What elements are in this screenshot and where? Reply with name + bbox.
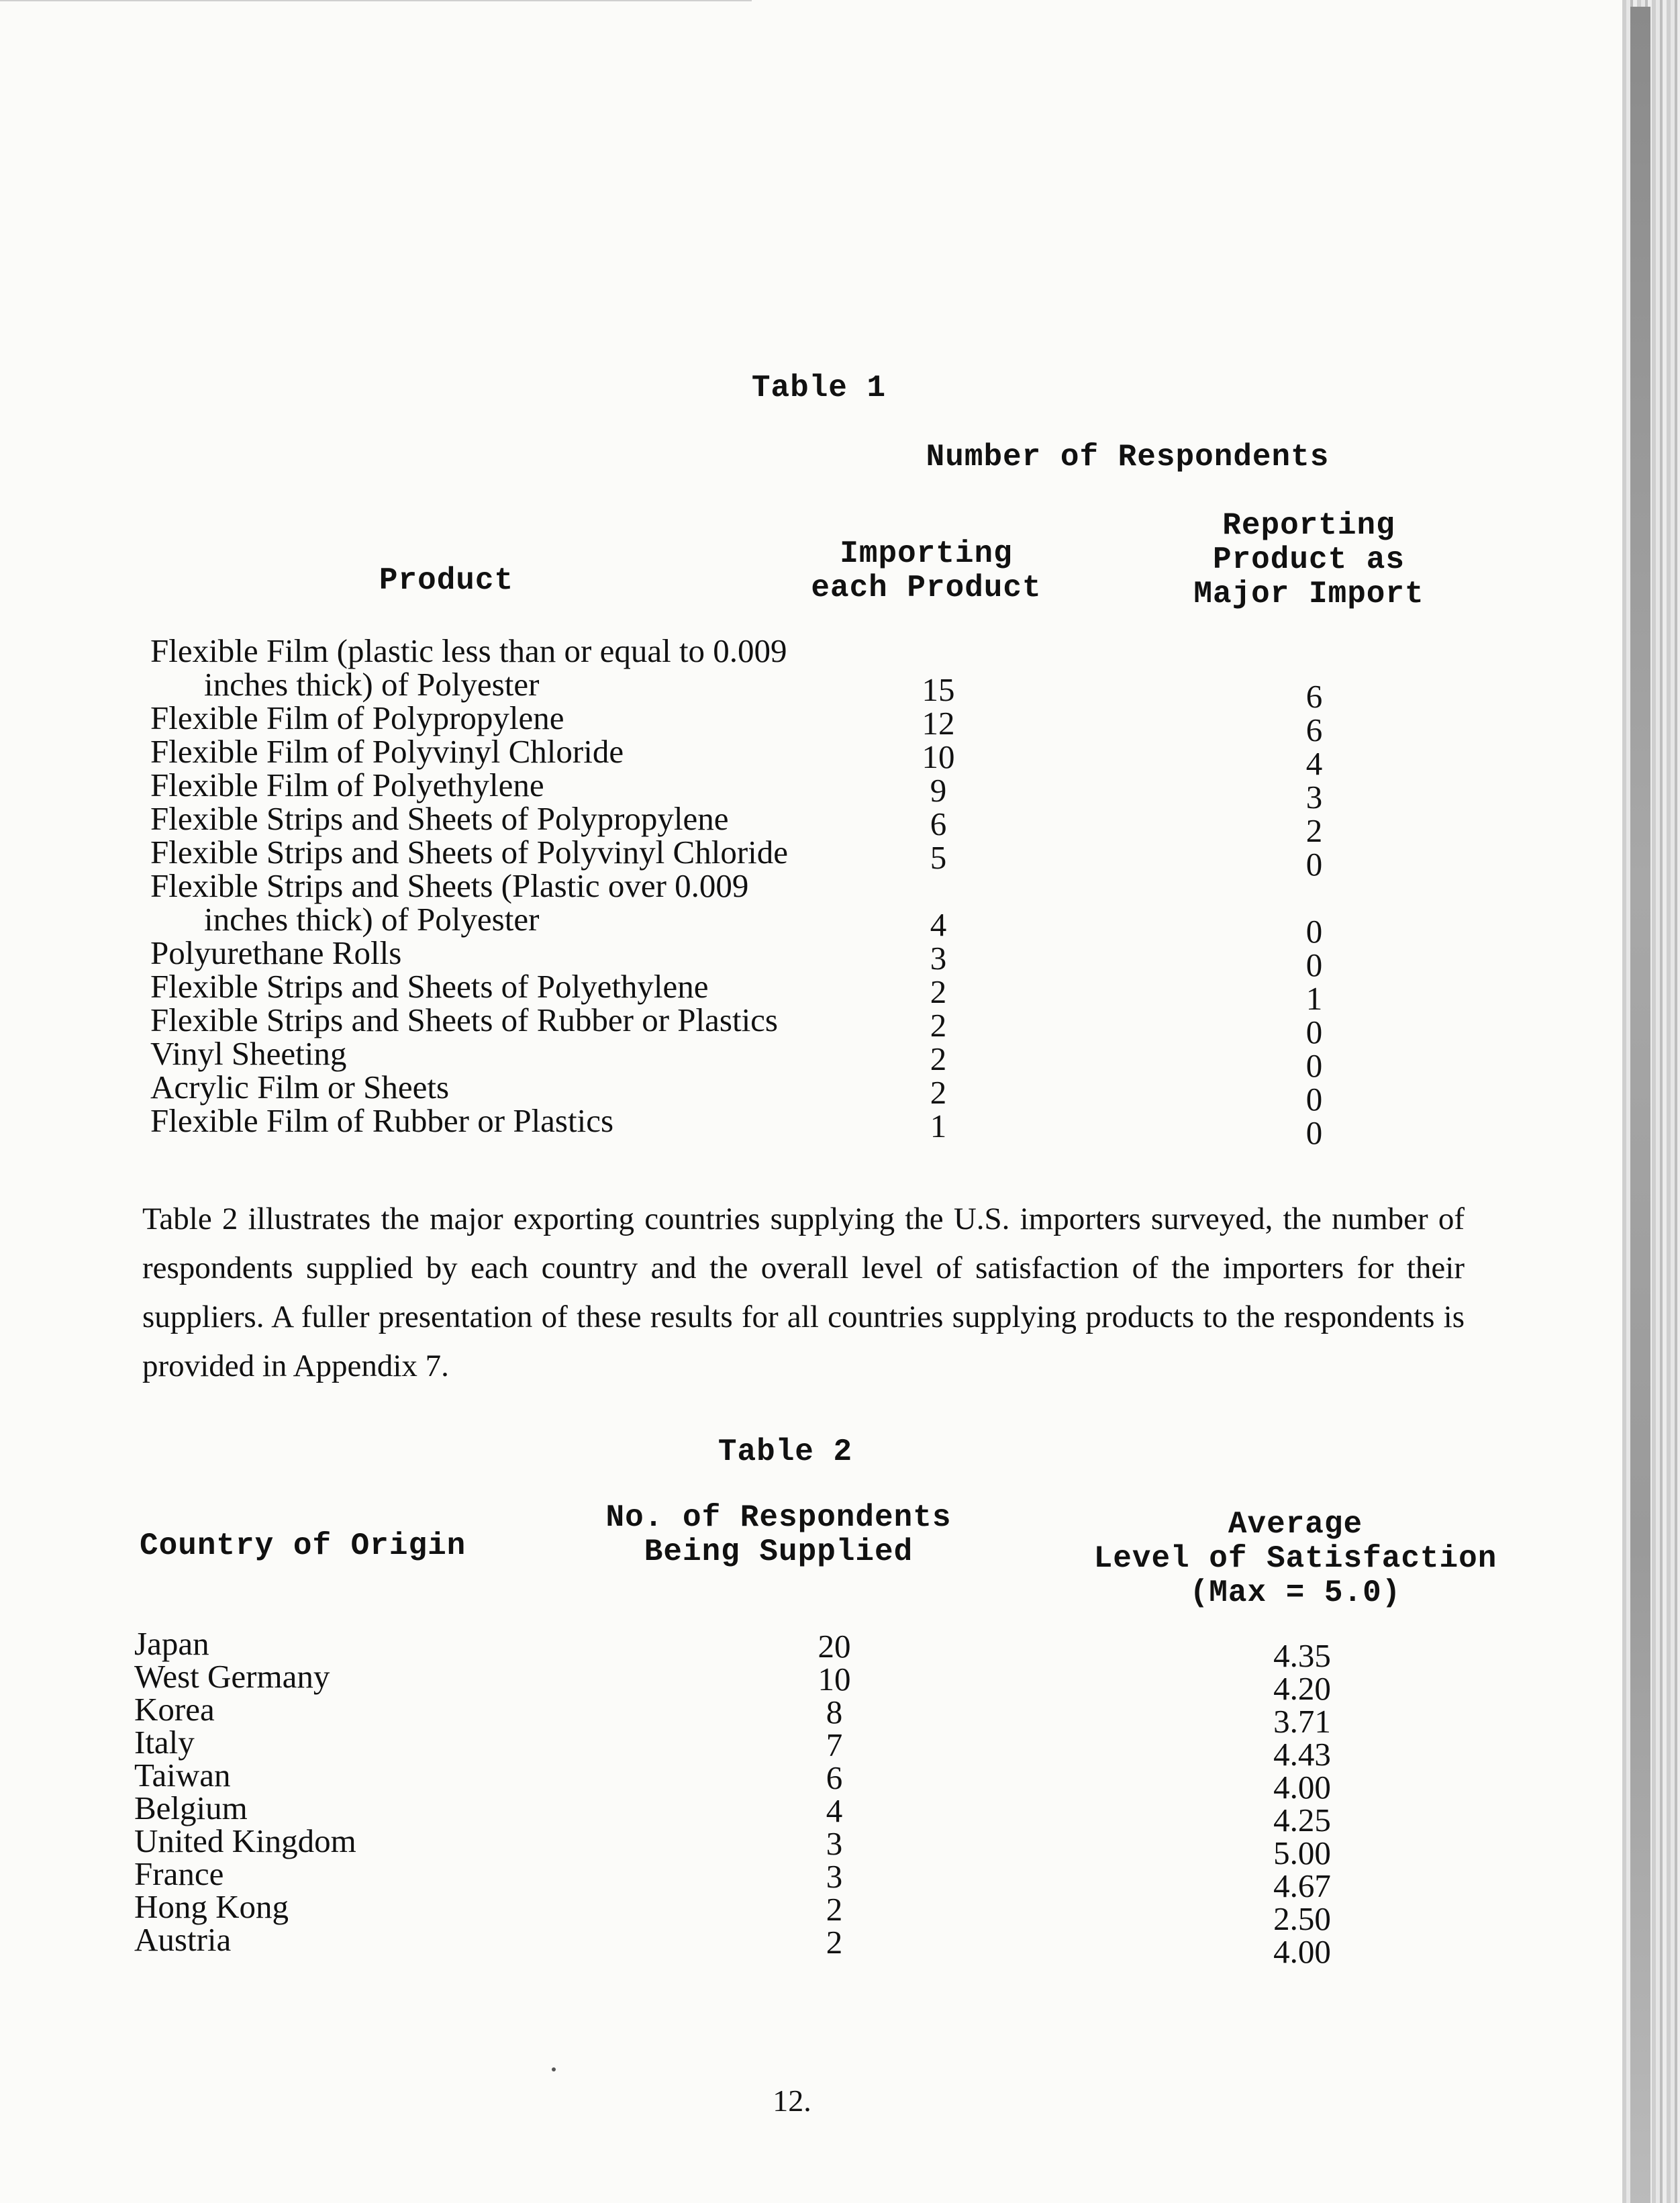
importing-count: 10 <box>922 738 955 775</box>
table-row <box>150 1035 1399 1084</box>
satisfaction-level: 4.35 <box>1273 1637 1331 1674</box>
importing-count: 5 <box>930 839 947 876</box>
satisfaction-level: 4.00 <box>1273 1933 1331 1970</box>
respondents-count: 7 <box>826 1726 843 1763</box>
product-name: Flexible Film of Polyethylene <box>150 767 544 803</box>
importing-count: 12 <box>922 705 955 742</box>
major-import-count: 0 <box>1305 913 1323 950</box>
product-name: Flexible Strips and Sheets of Polyvinyl Chloride <box>150 834 789 871</box>
satisfaction-level: 4.67 <box>1273 1867 1331 1904</box>
table-row <box>150 699 1399 748</box>
table-row <box>134 1658 1477 1707</box>
country-name: West Germany <box>134 1658 330 1695</box>
table2-col-country: Country of Origin <box>140 1528 466 1563</box>
table-row <box>150 1102 1399 1151</box>
product-name: Flexible Strips and Sheets of Polypropylene <box>150 800 729 837</box>
satisfaction-level: 2.50 <box>1273 1900 1331 1937</box>
col-satisfaction-line-2: Level of Satisfaction <box>1093 1541 1497 1576</box>
col-importing-line-2: each Product <box>811 571 1042 605</box>
major-import-count: 0 <box>1305 946 1323 983</box>
country-name: Italy <box>134 1724 195 1761</box>
col-reporting-line-1: Reporting <box>1222 508 1395 543</box>
major-import-count: 0 <box>1305 1047 1323 1084</box>
country-name: Taiwan <box>134 1757 231 1794</box>
product-name: Flexible Strips and Sheets of Rubber or Plastics <box>150 1001 778 1038</box>
importing-count: 3 <box>930 940 947 977</box>
country-name: Hong Kong <box>134 1888 289 1925</box>
satisfaction-level: 4.20 <box>1273 1670 1331 1707</box>
respondents-count: 2 <box>826 1891 843 1928</box>
table-row <box>150 632 1399 715</box>
country-name: Belgium <box>134 1790 248 1826</box>
importing-count: 2 <box>930 1007 947 1044</box>
col-satisfaction-line-1: Average <box>1228 1507 1363 1542</box>
respondents-count: 8 <box>826 1694 843 1730</box>
respondents-count: 3 <box>826 1858 843 1895</box>
table-row <box>150 934 1399 983</box>
major-import-count: 6 <box>1305 678 1323 715</box>
table-row <box>150 800 1399 849</box>
importing-count: 2 <box>930 1040 947 1077</box>
table-row <box>150 733 1399 782</box>
col-reporting-line-3: Major Import <box>1193 577 1424 611</box>
major-import-count: 0 <box>1305 1081 1323 1118</box>
table-row <box>150 867 1399 950</box>
respondents-count: 10 <box>818 1661 851 1698</box>
table2-title: Table 2 <box>718 1434 853 1469</box>
satisfaction-level: 4.00 <box>1273 1769 1331 1806</box>
satisfaction-level: 3.71 <box>1273 1703 1331 1740</box>
product-name: Polyurethane Rolls <box>150 934 402 971</box>
major-import-count: 0 <box>1305 1114 1323 1151</box>
major-import-count: 0 <box>1305 1014 1323 1050</box>
product-name: Flexible Film of Polyvinyl Chloride <box>150 733 624 770</box>
table1-title: Table 1 <box>751 371 887 405</box>
respondents-count: 2 <box>826 1924 843 1961</box>
country-name: Korea <box>134 1691 215 1728</box>
product-name: Flexible Film of Polypropylene <box>150 699 564 736</box>
table-row <box>150 834 1399 883</box>
respondents-count: 6 <box>826 1759 843 1796</box>
importing-count: 2 <box>930 1074 947 1111</box>
importing-count: 2 <box>930 973 947 1010</box>
scan-speck <box>552 2067 556 2071</box>
table-row <box>134 1888 1477 1937</box>
col-reporting-line-2: Product as <box>1212 542 1405 577</box>
major-import-count: 0 <box>1305 846 1323 883</box>
table-row <box>134 1724 1477 1773</box>
respondents-count: 3 <box>826 1825 843 1862</box>
importing-count: 6 <box>930 805 947 842</box>
table-row <box>134 1790 1477 1839</box>
importing-count: 4 <box>930 906 947 943</box>
col-respondents-line-2: Being Supplied <box>644 1534 913 1569</box>
scan-top-rule <box>0 0 752 1</box>
table2-col-respondents <box>550 1501 1007 1569</box>
product-name: Vinyl Sheeting <box>150 1035 347 1072</box>
satisfaction-level: 4.25 <box>1273 1802 1331 1839</box>
table1-group-header: Number of Respondents <box>926 440 1330 475</box>
table-row <box>134 1822 1477 1871</box>
table1-col-product: Product <box>379 563 514 598</box>
respondents-count: 4 <box>826 1792 843 1829</box>
country-name: Austria <box>134 1921 232 1958</box>
country-name: Japan <box>134 1625 209 1662</box>
table2-col-satisfaction <box>1087 1508 1503 1610</box>
table-row <box>150 1069 1399 1118</box>
respondents-count: 20 <box>818 1628 851 1665</box>
table-row <box>150 1001 1399 1050</box>
table-row <box>134 1855 1477 1904</box>
table-row <box>150 968 1399 1017</box>
product-name: Flexible Strips and Sheets of Polyethylene <box>150 968 709 1005</box>
col-satisfaction-line-3: (Max = 5.0) <box>1189 1575 1401 1610</box>
major-import-count: 6 <box>1305 712 1323 748</box>
product-name: Flexible Strips and Sheets (Plastic over 0.009 <box>150 867 749 904</box>
country-name: United Kingdom <box>134 1822 356 1859</box>
table1-col-reporting <box>1141 509 1477 611</box>
major-import-count: 3 <box>1305 779 1323 816</box>
product-name: inches thick) of Polyester <box>204 901 540 938</box>
satisfaction-level: 5.00 <box>1273 1834 1331 1871</box>
importing-count: 1 <box>930 1108 947 1144</box>
body-paragraph: Table 2 illustrates the major exporting countries supplying the U.S. importers surveyed, the number of respondents supplied by each country and the overall level of satisfaction of the importers for their suppliers. A fuller presentation of these results for all countries supplying products to the respondents is provided in Appendix 7. <box>142 1202 1465 1383</box>
table-row <box>134 1691 1477 1740</box>
table-row <box>134 1921 1477 1970</box>
table-row <box>150 767 1399 816</box>
satisfaction-level: 4.43 <box>1273 1736 1331 1773</box>
major-import-count: 1 <box>1305 980 1323 1017</box>
product-name: Flexible Film of Rubber or Plastics <box>150 1102 614 1139</box>
major-import-count: 2 <box>1305 812 1323 849</box>
product-name: Flexible Film (plastic less than or equal to 0.009 <box>150 632 787 669</box>
country-name: France <box>134 1855 224 1892</box>
table1-col-importing <box>772 537 1081 605</box>
importing-count: 9 <box>930 772 947 809</box>
scan-edge-shadow <box>1630 7 1650 2203</box>
page-number: 12. <box>773 2084 811 2118</box>
col-importing-line-1: Importing <box>840 536 1013 571</box>
col-respondents-line-1: No. of Respondents <box>605 1500 952 1535</box>
table-row <box>134 1625 1477 1674</box>
table-row <box>134 1757 1477 1806</box>
importing-count: 15 <box>922 671 955 708</box>
major-import-count: 4 <box>1305 745 1323 782</box>
product-name: inches thick) of Polyester <box>204 666 540 703</box>
product-name: Acrylic Film or Sheets <box>150 1069 450 1106</box>
